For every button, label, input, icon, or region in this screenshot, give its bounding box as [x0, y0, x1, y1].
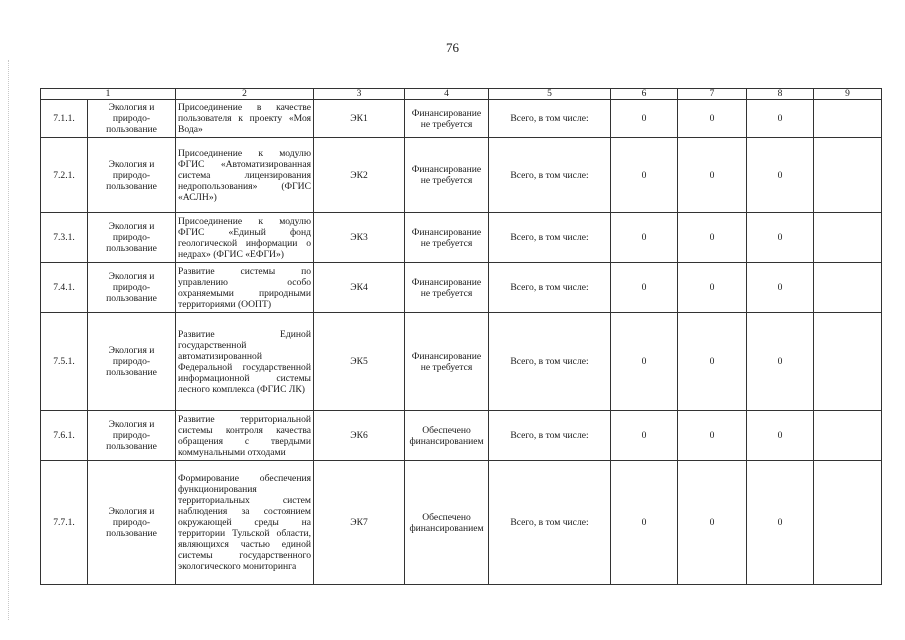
code-cell: ЭК2	[314, 138, 405, 213]
value-cell	[814, 213, 882, 263]
value-cell: 0	[747, 100, 814, 138]
row-number: 7.6.1.	[41, 411, 88, 461]
table-header-row	[41, 89, 882, 100]
description-cell: Присоединение к модулю ФГИС «Автоматизированная система лицензирования недропользования» (ФГИС «АСЛН»)	[176, 138, 314, 213]
column-header: 3	[314, 89, 405, 100]
value-cell: 0	[678, 138, 747, 213]
row-number: 7.3.1.	[41, 213, 88, 263]
document-table	[40, 88, 882, 585]
code-cell: ЭК5	[314, 313, 405, 411]
row-number: 7.1.1.	[41, 100, 88, 138]
value-cell: 0	[678, 461, 747, 585]
value-cell: 0	[747, 213, 814, 263]
column-header: 5	[489, 89, 611, 100]
table-row	[41, 313, 882, 411]
value-cell: 0	[747, 263, 814, 313]
value-cell	[814, 138, 882, 213]
description-cell: Формирование обеспечения функционирования территориальных систем наблюдения за состоянием окружающей среды на территории Тульской области, являющихся частью единой системы государственного экологического мониторинга	[176, 461, 314, 585]
category-cell: Экология и природо-пользование	[88, 213, 176, 263]
description-cell: Развитие системы по управлению особо охраняемыми природными территориями (ООПТ)	[176, 263, 314, 313]
value-cell: 0	[747, 411, 814, 461]
category-cell: Экология и природо-пользование	[88, 263, 176, 313]
value-cell	[814, 461, 882, 585]
financing-cell: Финансирование не требуется	[405, 263, 489, 313]
code-cell: ЭК4	[314, 263, 405, 313]
financing-cell: Финансирование не требуется	[405, 100, 489, 138]
column-header: 8	[747, 89, 814, 100]
value-cell	[814, 100, 882, 138]
value-cell: 0	[747, 138, 814, 213]
total-cell: Всего, в том числе:	[489, 313, 611, 411]
column-header: 4	[405, 89, 489, 100]
value-cell: 0	[678, 263, 747, 313]
value-cell: 0	[611, 138, 678, 213]
value-cell: 0	[678, 411, 747, 461]
row-number: 7.2.1.	[41, 138, 88, 213]
table-row	[41, 138, 882, 213]
column-header: 1	[41, 89, 176, 100]
value-cell: 0	[678, 313, 747, 411]
row-number: 7.7.1.	[41, 461, 88, 585]
value-cell: 0	[611, 313, 678, 411]
value-cell: 0	[611, 100, 678, 138]
description-cell: Присоединение в качестве пользователя к проекту «Моя Вода»	[176, 100, 314, 138]
margin-marks	[8, 60, 13, 620]
value-cell	[814, 313, 882, 411]
description-cell: Развитие Единой государственной автоматизированной Федеральной государственной информационной системы лесного комплекса (ФГИС ЛК)	[176, 313, 314, 411]
table-row	[41, 461, 882, 585]
code-cell: ЭК7	[314, 461, 405, 585]
code-cell: ЭК3	[314, 213, 405, 263]
page-number: 76	[446, 40, 459, 55]
value-cell	[814, 263, 882, 313]
value-cell: 0	[611, 461, 678, 585]
category-cell: Экология и природо-пользование	[88, 100, 176, 138]
financing-cell: Обеспечено финансированием	[405, 411, 489, 461]
table-row	[41, 100, 882, 138]
category-cell: Экология и природо-пользование	[88, 411, 176, 461]
value-cell: 0	[747, 313, 814, 411]
total-cell: Всего, в том числе:	[489, 213, 611, 263]
financing-cell: Финансирование не требуется	[405, 313, 489, 411]
table-row	[41, 213, 882, 263]
financing-cell: Обеспечено финансированием	[405, 461, 489, 585]
total-cell: Всего, в том числе:	[489, 263, 611, 313]
row-number: 7.4.1.	[41, 263, 88, 313]
value-cell: 0	[747, 461, 814, 585]
column-header: 7	[678, 89, 747, 100]
code-cell: ЭК1	[314, 100, 405, 138]
value-cell: 0	[611, 213, 678, 263]
category-cell: Экология и природо-пользование	[88, 313, 176, 411]
value-cell: 0	[611, 263, 678, 313]
financing-cell: Финансирование не требуется	[405, 138, 489, 213]
column-header: 9	[814, 89, 882, 100]
category-cell: Экология и природо-пользование	[88, 138, 176, 213]
value-cell: 0	[678, 100, 747, 138]
code-cell: ЭК6	[314, 411, 405, 461]
category-cell: Экология и природо-пользование	[88, 461, 176, 585]
row-number: 7.5.1.	[41, 313, 88, 411]
financing-cell: Финансирование не требуется	[405, 213, 489, 263]
total-cell: Всего, в том числе:	[489, 100, 611, 138]
description-cell: Присоединение к модулю ФГИС «Единый фонд геологической информации о недрах» (ФГИС «ЕФГИ»)	[176, 213, 314, 263]
table-row	[41, 263, 882, 313]
column-header: 6	[611, 89, 678, 100]
value-cell: 0	[611, 411, 678, 461]
value-cell: 0	[678, 213, 747, 263]
description-cell: Развитие территориальной системы контроля качества обращения с твердыми коммунальными отходами	[176, 411, 314, 461]
total-cell: Всего, в том числе:	[489, 138, 611, 213]
value-cell	[814, 411, 882, 461]
total-cell: Всего, в том числе:	[489, 411, 611, 461]
table-row	[41, 411, 882, 461]
total-cell: Всего, в том числе:	[489, 461, 611, 585]
column-header: 2	[176, 89, 314, 100]
